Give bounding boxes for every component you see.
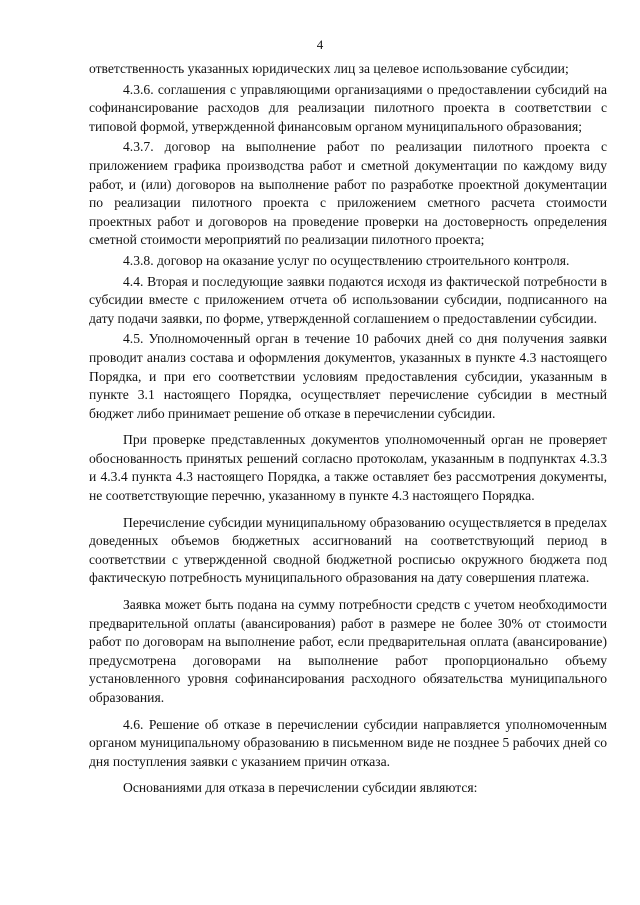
paragraph-4-3-8: 4.3.8. договор на оказание услуг по осуществлению строительного контроля. [123,252,570,268]
paragraph-subsidy-transfer: Перечисление субсидии муниципальному образованию осуществляется в пределах доведенных объемов бюджетных ассигнований на соответствующий период в соответствии с утвержденной сводной бюджетной росписью окружного бюджета под фактическую потребность муниципального образования на дату совершения платежа. [89,514,607,586]
document-body [89,60,607,800]
paragraph-4-4: 4.4. Вторая и последующие заявки подаются исходя из фактической потребности в субсидии вместе с приложением отчета об использовании субсидии, подписанного на дату подачи заявки, по форме, утвержденной соглашением о предоставлении субсидии. [89,273,607,326]
paragraph-4-3-7: 4.3.7. договор на выполнение работ по реализации пилотного проекта с приложением графика производства работ и сметной документации по каждому виду работ, и (или) договоров на выполнение работ по разработке проектной документации по реализации пилотного проекта с приложением сметного расчета стоимости проектных работ и договоров на проведение проверки на достоверность определения сметной стоимости мероприятий по реализации пилотного проекта; [89,139,607,248]
paragraph-4-5: 4.5. Уполномоченный орган в течение 10 рабочих дней со дня получения заявки проводит анализ состава и оформления документов, указанных в пункте 4.3 настоящего Порядка, и при его соответствии условиям предоставления субсидии, указанным в пункте 3.1 настоящего Порядка, осуществляет перечисление субсидии в местный бюджет либо принимает решение об отказе в перечислении субсидии. [89,331,607,421]
page-number: 4 [316,37,324,52]
paragraph-refusal-grounds: Основаниями для отказа в перечислении субсидии являются: [123,780,478,796]
paragraph-advance-payment: Заявка может быть подана на сумму потребности средств с учетом необходимости предварительной оплаты (авансирования) работ в размере не более 30% от стоимости работ по договорам на выполнение работ, если предварительная оплата (авансирование) предусмотрена договорами на выполнение работ пропорционально объему установленного уровня софинансирования расходного обязательства муниципального образования. [89,597,607,705]
paragraph-subsidy-responsibility: ответственность указанных юридических лиц за целевое использование субсидии; [89,61,569,76]
paragraph-4-3-6: 4.3.6. соглашения с управляющими организациями о предоставлении субсидий на софинансирование расходов для реализации пилотного проекта в соответствии с типовой формой, утвержденной финансовым органом муниципального образования; [89,81,607,134]
paragraph-4-6: 4.6. Решение об отказе в перечислении субсидии направляется уполномоченным органом муниципальному образованию в письменном виде не позднее 5 рабочих дней со дня поступления заявки с указанием причин отказа. [89,716,607,769]
paragraph-document-check: При проверке представленных документов уполномоченный орган не проверяет обоснованность принятых решений согласно протоколам, указанным в подпунктах 4.3.3 и 4.3.4 пункта 4.3 настоящего Порядка, а также оставляет без рассмотрения документы, не соответствующие перечню, указанному в пункте 4.3 настоящего Порядка. [89,432,607,504]
